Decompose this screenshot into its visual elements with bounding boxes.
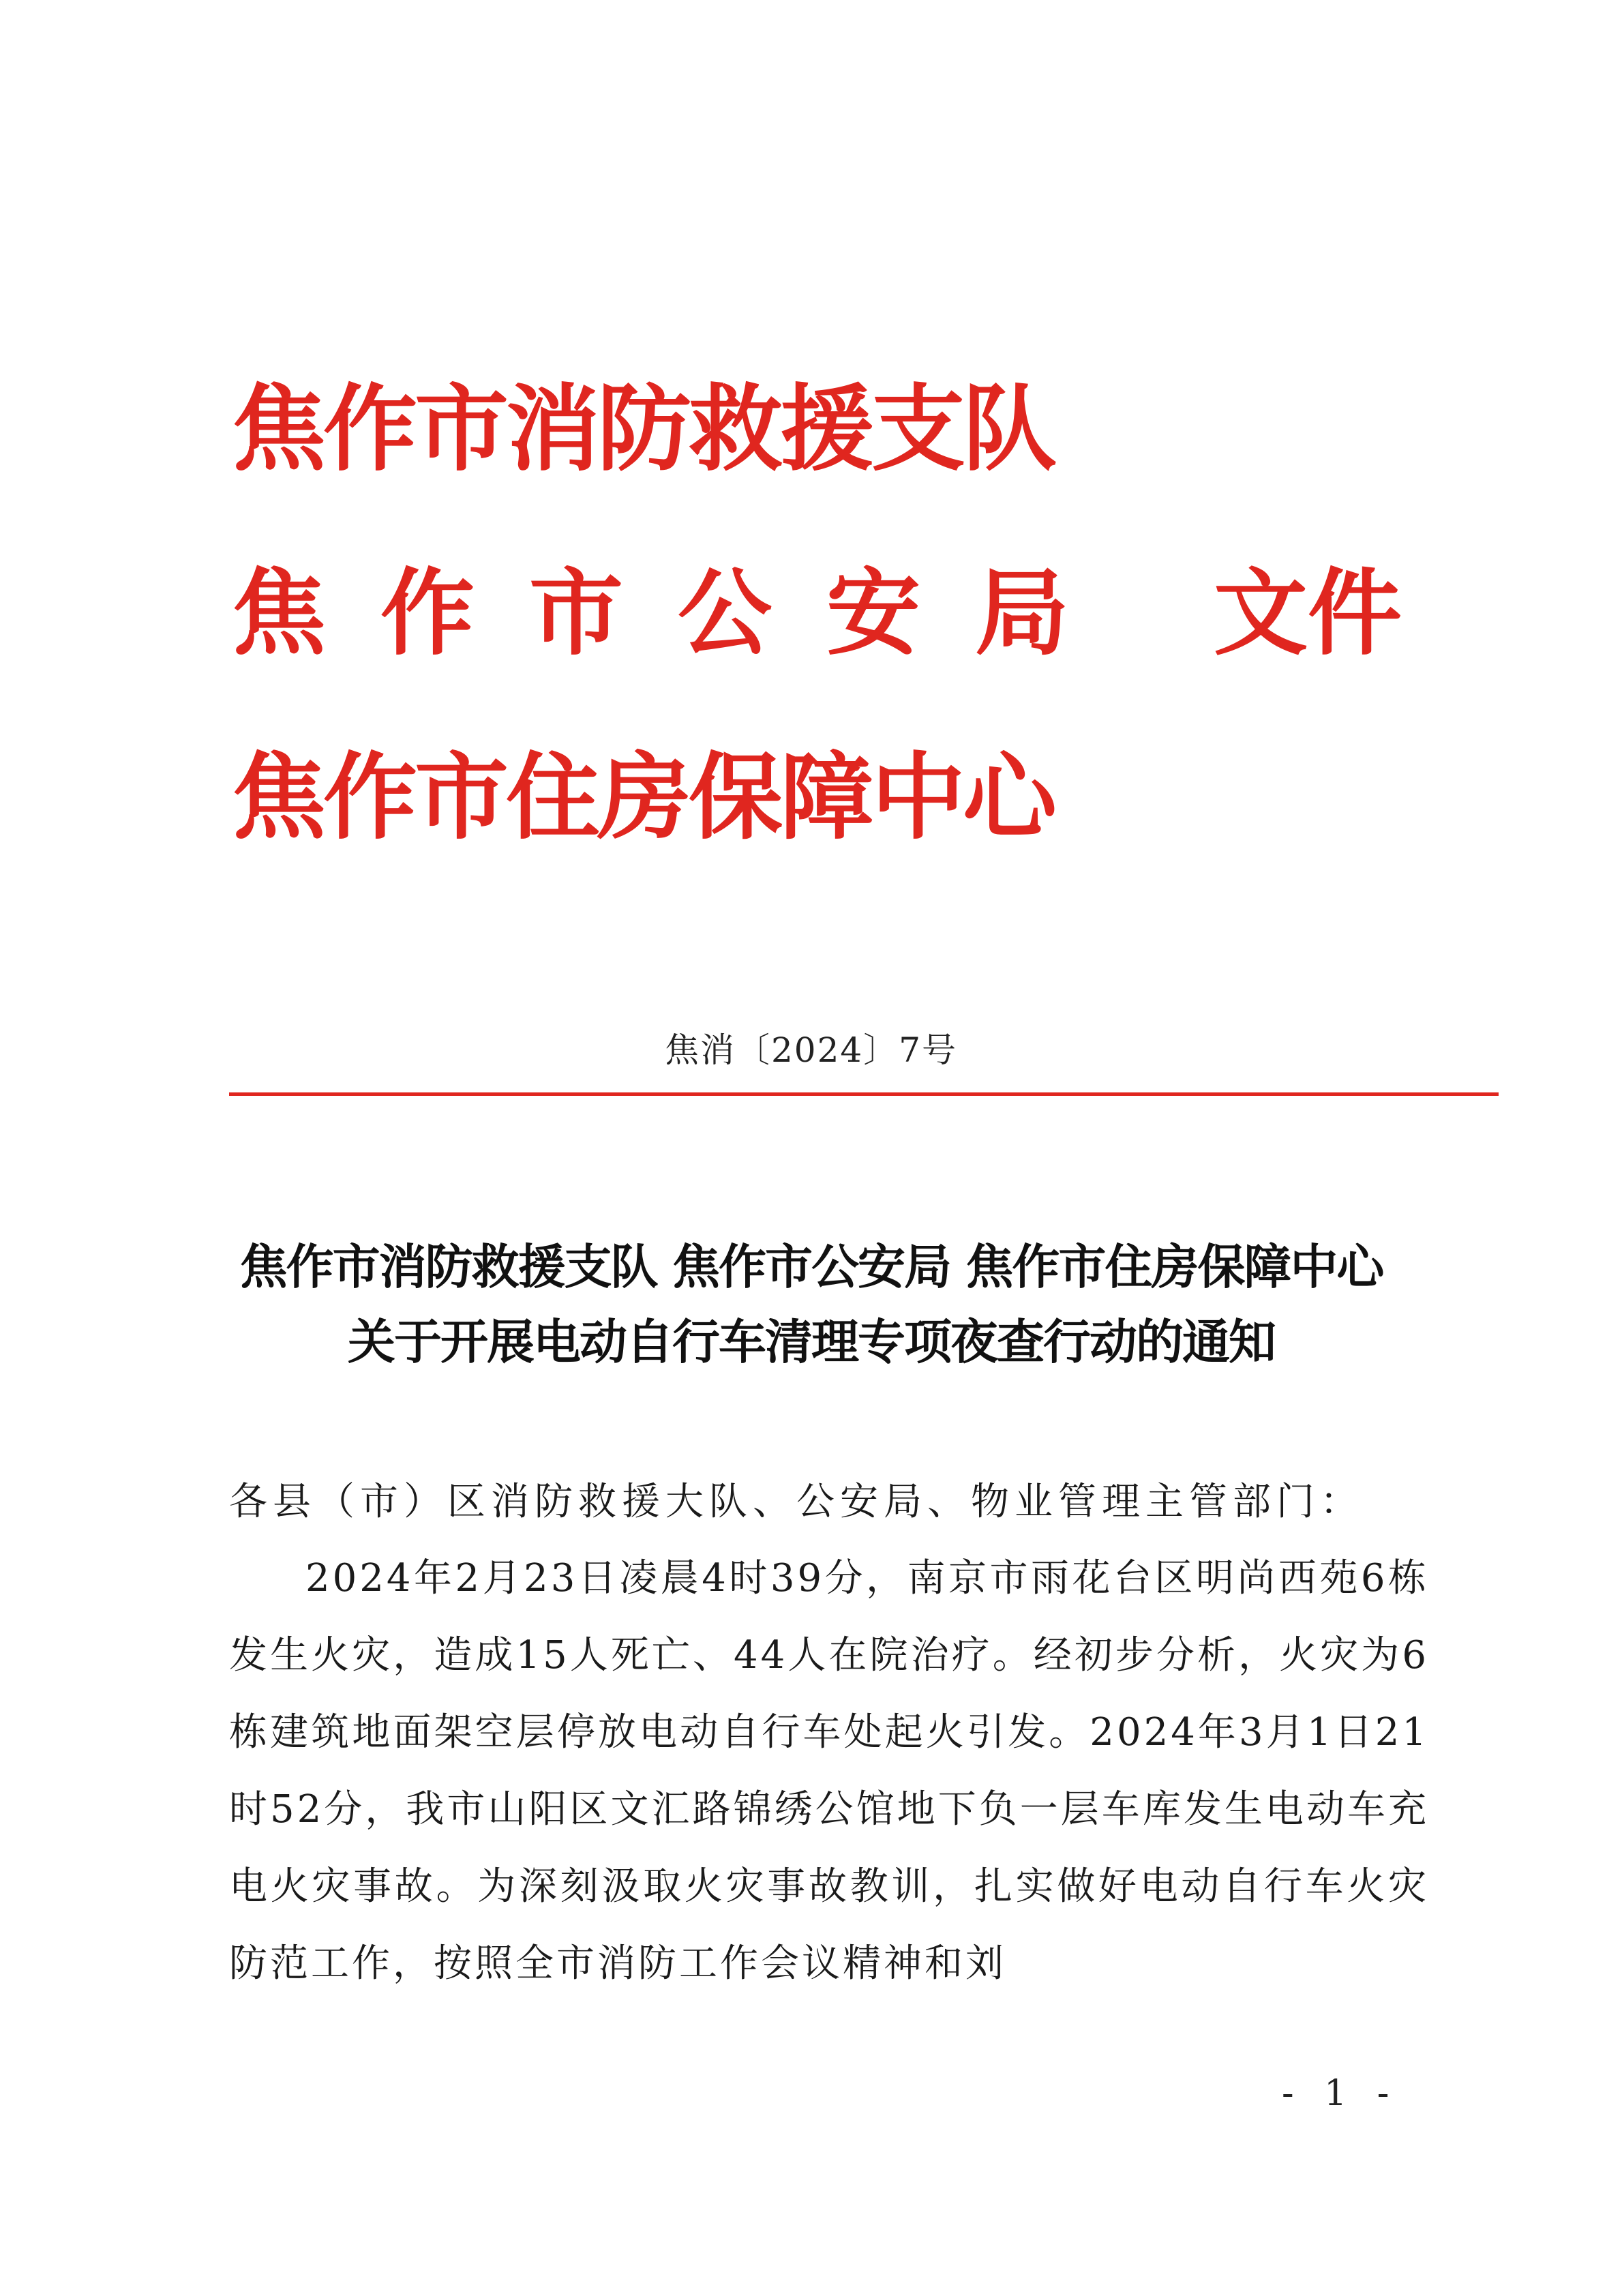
salutation: 各县（市）区消防救援大队、公安局、物业管理主管部门： [229, 1480, 1364, 1524]
issuer-public-security: 焦作市公安局 [232, 558, 1124, 668]
notice-title-line1: 焦作市消防救援支队 焦作市公安局 焦作市住房保障中心 [239, 1239, 1383, 1295]
issuer-fire-rescue: 焦作市消防救援支队 [232, 374, 1055, 484]
issuer-housing-center: 焦作市住房保障中心 [232, 743, 1055, 852]
red-divider-rule [229, 1092, 1499, 1096]
body-paragraph: 2024年2月23日凌晨4时39分，南京市雨花台区明尚西苑6栋发生火灾，造成15人死亡、44人在院治疗。经初步分析，火灾为6栋建筑地面架空层停放电动自行车处起火引发。2024年3月1日21时52分，我市山阳区文汇路锦绣公馆地下负一层车库发生电动车充电火灾事故。为深刻汲取火灾事故教训，扎实做好电动自行车火灾防范工作，按照全市消防工作会议精神和刘 [229, 1556, 1429, 1986]
header-suffix: 文件 [1214, 558, 1402, 668]
document-number: 焦消〔2024〕7号 [664, 1030, 958, 1070]
notice-title-line2: 关于开展电动自行车清理专项夜查行动的通知 [348, 1314, 1275, 1370]
page-number: - 1 - [1282, 2073, 1399, 2114]
